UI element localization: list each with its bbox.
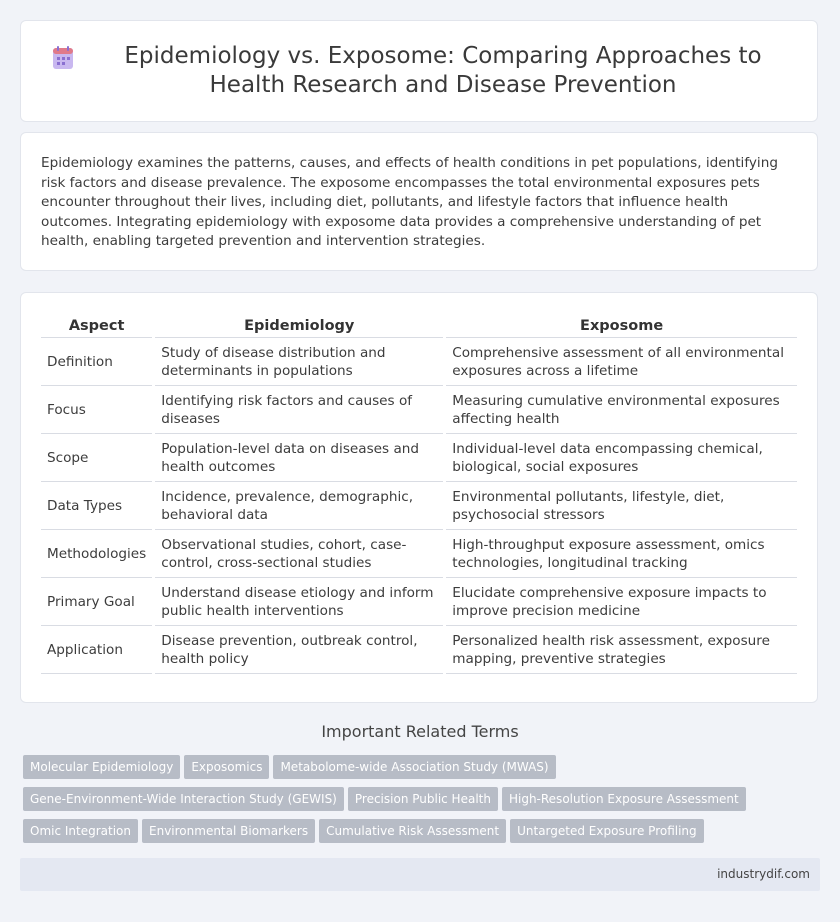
cell-aspect: Data Types xyxy=(41,482,152,530)
cell-exposome: Elucidate comprehensive exposure impacts to improve precision medicine xyxy=(446,578,797,626)
table-row xyxy=(41,482,797,530)
related-term-tag[interactable]: Metabolome-wide Association Study (MWAS) xyxy=(273,755,555,779)
cell-exposome: Comprehensive assessment of all environmental exposures across a lifetime xyxy=(446,338,797,386)
cell-aspect: Methodologies xyxy=(41,530,152,578)
related-term-tag[interactable]: Precision Public Health xyxy=(348,787,498,811)
column-header-aspect: Aspect xyxy=(41,314,152,338)
related-terms-list xyxy=(23,755,823,851)
cell-epidemiology: Incidence, prevalence, demographic, behavioral data xyxy=(155,482,443,530)
related-term-tag[interactable]: Untargeted Exposure Profiling xyxy=(510,819,704,843)
table-header-row xyxy=(41,314,797,338)
related-terms-title: Important Related Terms xyxy=(321,722,519,741)
document-icon xyxy=(50,45,76,71)
related-term-tag[interactable]: High-Resolution Exposure Assessment xyxy=(502,787,746,811)
cell-epidemiology: Disease prevention, outbreak control, health policy xyxy=(155,626,443,674)
cell-aspect: Primary Goal xyxy=(41,578,152,626)
cell-aspect: Application xyxy=(41,626,152,674)
comparison-table-card xyxy=(20,292,818,703)
related-term-tag[interactable]: Cumulative Risk Assessment xyxy=(319,819,506,843)
table-row xyxy=(41,386,797,434)
column-header-epidemiology: Epidemiology xyxy=(155,314,443,338)
related-term-tag[interactable]: Omic Integration xyxy=(23,819,138,843)
cell-epidemiology: Identifying risk factors and causes of diseases xyxy=(155,386,443,434)
intro-text: Epidemiology examines the patterns, causes, and effects of health conditions in pet populations, identifying risk factors and disease prevalence. The exposome encompasses the total environmental exposures pets encounter throughout their lives, including diet, pollutants, and lifestyle factors that influence health outcomes. Integrating epidemiology with exposome data provides a comprehensive understanding of pet health, enabling targeted prevention and intervention strategies. xyxy=(41,155,778,250)
table-row xyxy=(41,434,797,482)
cell-exposome: Personalized health risk assessment, exposure mapping, preventive strategies xyxy=(446,626,797,674)
related-term-tag[interactable]: Exposomics xyxy=(184,755,269,779)
cell-exposome: High-throughput exposure assessment, omics technologies, longitudinal tracking xyxy=(446,530,797,578)
cell-exposome: Environmental pollutants, lifestyle, diet, psychosocial stressors xyxy=(446,482,797,530)
cell-aspect: Scope xyxy=(41,434,152,482)
cell-aspect: Definition xyxy=(41,338,152,386)
related-term-tag[interactable]: Gene-Environment-Wide Interaction Study (GEWIS) xyxy=(23,787,344,811)
cell-exposome: Individual-level data encompassing chemical, biological, social exposures xyxy=(446,434,797,482)
header-card xyxy=(20,20,818,122)
related-term-tag[interactable]: Environmental Biomarkers xyxy=(142,819,315,843)
table-row xyxy=(41,578,797,626)
table-row xyxy=(41,530,797,578)
cell-aspect: Focus xyxy=(41,386,152,434)
cell-epidemiology: Study of disease distribution and determinants in populations xyxy=(155,338,443,386)
cell-exposome: Measuring cumulative environmental exposures affecting health xyxy=(446,386,797,434)
column-header-exposome: Exposome xyxy=(446,314,797,338)
footer xyxy=(20,858,820,891)
footer-site: industrydif.com xyxy=(717,867,810,881)
related-term-tag[interactable]: Molecular Epidemiology xyxy=(23,755,180,779)
table-row xyxy=(41,338,797,386)
cell-epidemiology: Population-level data on diseases and health outcomes xyxy=(155,434,443,482)
cell-epidemiology: Understand disease etiology and inform public health interventions xyxy=(155,578,443,626)
page-title: Epidemiology vs. Exposome: Comparing Approaches to Health Research and Disease Prevention xyxy=(124,43,762,98)
comparison-table xyxy=(38,314,800,674)
table-row xyxy=(41,626,797,674)
cell-epidemiology: Observational studies, cohort, case-control, cross-sectional studies xyxy=(155,530,443,578)
intro-card xyxy=(20,132,818,271)
